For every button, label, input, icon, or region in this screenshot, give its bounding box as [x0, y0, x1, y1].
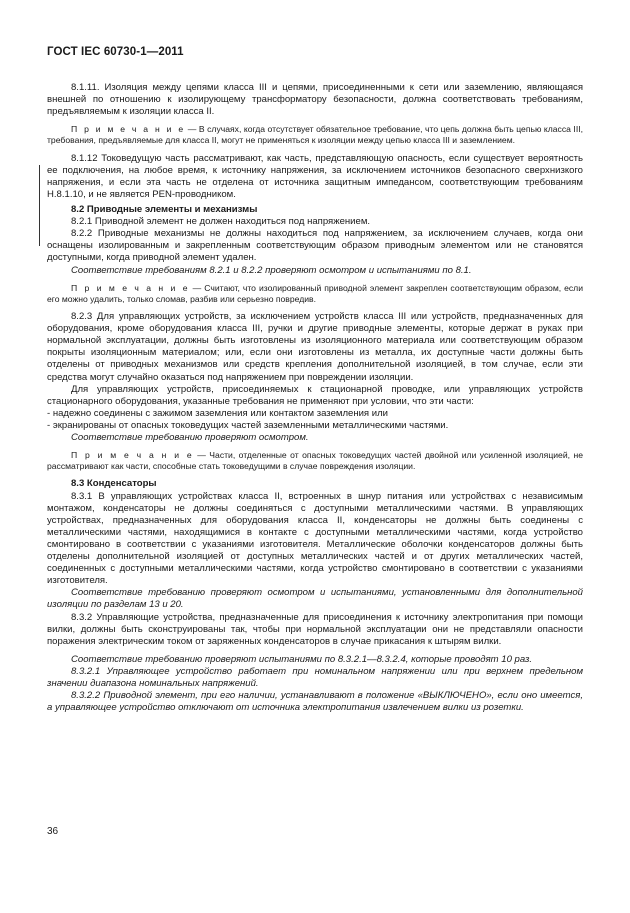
note-label: П р и м е ч а н и е: [71, 450, 194, 461]
paragraph-8-1-11: 8.1.11. Изоляция между цепями класса III и цепями, присоединенными к сети или заземлению, являющаяся внешней по отношению к изолирующему трансформатору безопасности, должна соответствовать требованиям, предъявляемым к изоляции класса II.: [47, 82, 583, 118]
paragraph-8-3-1: 8.3.1 В управляющих устройствах класса II, встроенных в шнур питания или устройствах с независимым монтажом, конденсаторы не должны соединяться с доступными металлическими частями. В управляющих устройствах, предназначенных для оборудования класса II, конденсаторы не должны быть соединены с металлическими частями, находящимися в контакте с доступными металлическими частями, когда устройство смонтировано в соответствии с указаниями изготовителя. Металлические оболочки конденсаторов должны быть отделены дополнительной изоляцией от доступных металлических частей и от других металлических частей, соединенных с доступными металлическими частями, когда устройство смонтировано в соответствии с указаниями изготовителя.: [47, 490, 583, 587]
heading-8-2: 8.2 Приводные элементы и механизмы: [71, 204, 258, 216]
heading-8-3: 8.3 Конденсаторы: [71, 478, 157, 490]
page-number: 36: [47, 826, 59, 837]
note-2: [47, 283, 583, 305]
paragraph-8-3-2-2: 8.3.2.2 Приводной элемент, при его наличии, устанавливают в положение «ВЫКЛЮЧЕНО», если оно имеется, а управляющее устройство отключают от источника электропитания извлечением вилки из розетки.: [47, 690, 583, 714]
compliance-8-2: Соответствие требованиям 8.2.1 и 8.2.2 проверяют осмотром и испытаниями по 8.1.: [71, 264, 472, 276]
page-header: ГОСТ IEC 60730-1—2011: [47, 46, 184, 58]
compliance-8-3-2: Соответствие требованию проверяют испытаниями по 8.3.2.1—8.3.2.4, которые проводят 10 раз.: [71, 653, 533, 665]
compliance-8-3-1: Соответствие требованию проверяют осмотром и испытаниями, установленными для дополнительной изоляции по разделам 13 и 20.: [47, 587, 583, 611]
note-3: [47, 450, 583, 472]
note-text: — В случаях, когда отсутствует обязательное требование, что цепь должна быть цепью класса III, требования, предъявляемые для класса II, могут не применяться к изоляции между цепью класса III и заземлением.: [47, 124, 583, 146]
paragraph-8-3-2-1: 8.3.2.1 Управляющее устройство работает при номинальном напряжении или при верхнем предельном значении диапазона номинальных напряжений.: [47, 665, 583, 689]
paragraph-8-3-2: 8.3.2 Управляющие устройства, предназначенные для присоединения к источнику электропитания при помощи вилки, должны быть сконструированы так, чтобы при нормальной эксплуатации они не представляли опасности поражения электрическим током от заряженных конденсаторов в случае прикасания к штырям вилки.: [47, 611, 583, 647]
document-body: [47, 82, 583, 714]
note-label: П р и м е ч а н и е: [71, 282, 190, 293]
note-text: — Части, отделенные от опасных токоведущих частей двойной или усиленной изоляцией, не рассматривают как части, способные стать токоведущими в случае повреждения изоляции.: [47, 450, 583, 472]
list-item-shielded: - экранированы от опасных токоведущих частей заземленными металлическими частями.: [47, 419, 449, 431]
paragraph-8-1-12: 8.1.12 Токоведущую часть рассматривают, как часть, представляющую опасность, если существует вероятность ее подключения, на любое время, к источнику напряжения, за исключением источников безопасного сверхнизкого напряжения, и если эта часть не отделена от источника защитным импедансом, соответствующим требованиям H.8.1.10, и не является PEN-проводником.: [47, 152, 583, 200]
paragraph-8-2-2: 8.2.2 Приводные механизмы не должны находиться под напряжением, за исключением случаев, когда они оснащены изолированным и закрепленным соответствующим образом приводным элементом или не становятся доступными, когда приводной элемент удален.: [47, 228, 583, 264]
note-1: [47, 124, 583, 146]
paragraph-8-2-3: 8.2.3 Для управляющих устройств, за исключением устройств класса III или устройств, предназначенных для оборудования, кроме оборудования класса III, ручки и другие приводные элементы, которые держат в руках при нормальной эксплуатации, должны быть изготовлены из изоляционного материала или соответствующим образом покрыты изоляционным материалом; или, если они изготовлены из металла, их доступные части должны быть отделены от приводных механизмов или средств крепления дополнительной изоляцией, в том случае, если эти средства могут случайно оказаться под напряжением при повреждении изоляции.: [47, 311, 583, 383]
change-bar: [39, 165, 40, 246]
paragraph-8-2-1: 8.2.1 Приводной элемент не должен находиться под напряжением.: [71, 216, 371, 228]
paragraph-fixed-wiring: Для управляющих устройств, присоединяемых к стационарной проводке, или управляющих устройств стационарного оборудования, указанные требования не применяют при условии, что эти части:: [47, 383, 583, 407]
list-item-grounded: - надежно соединены с зажимом заземления или контактом заземления или: [47, 407, 388, 419]
note-label: П р и м е ч а н и е: [71, 124, 186, 135]
compliance-8-2-3: Соответствие требованию проверяют осмотром.: [71, 431, 309, 443]
note-text: — Считают, что изолированный приводной элемент закреплен соответствующим образом, если его можно удалить, только сломав, разбив или серьезно повредив.: [47, 282, 583, 304]
